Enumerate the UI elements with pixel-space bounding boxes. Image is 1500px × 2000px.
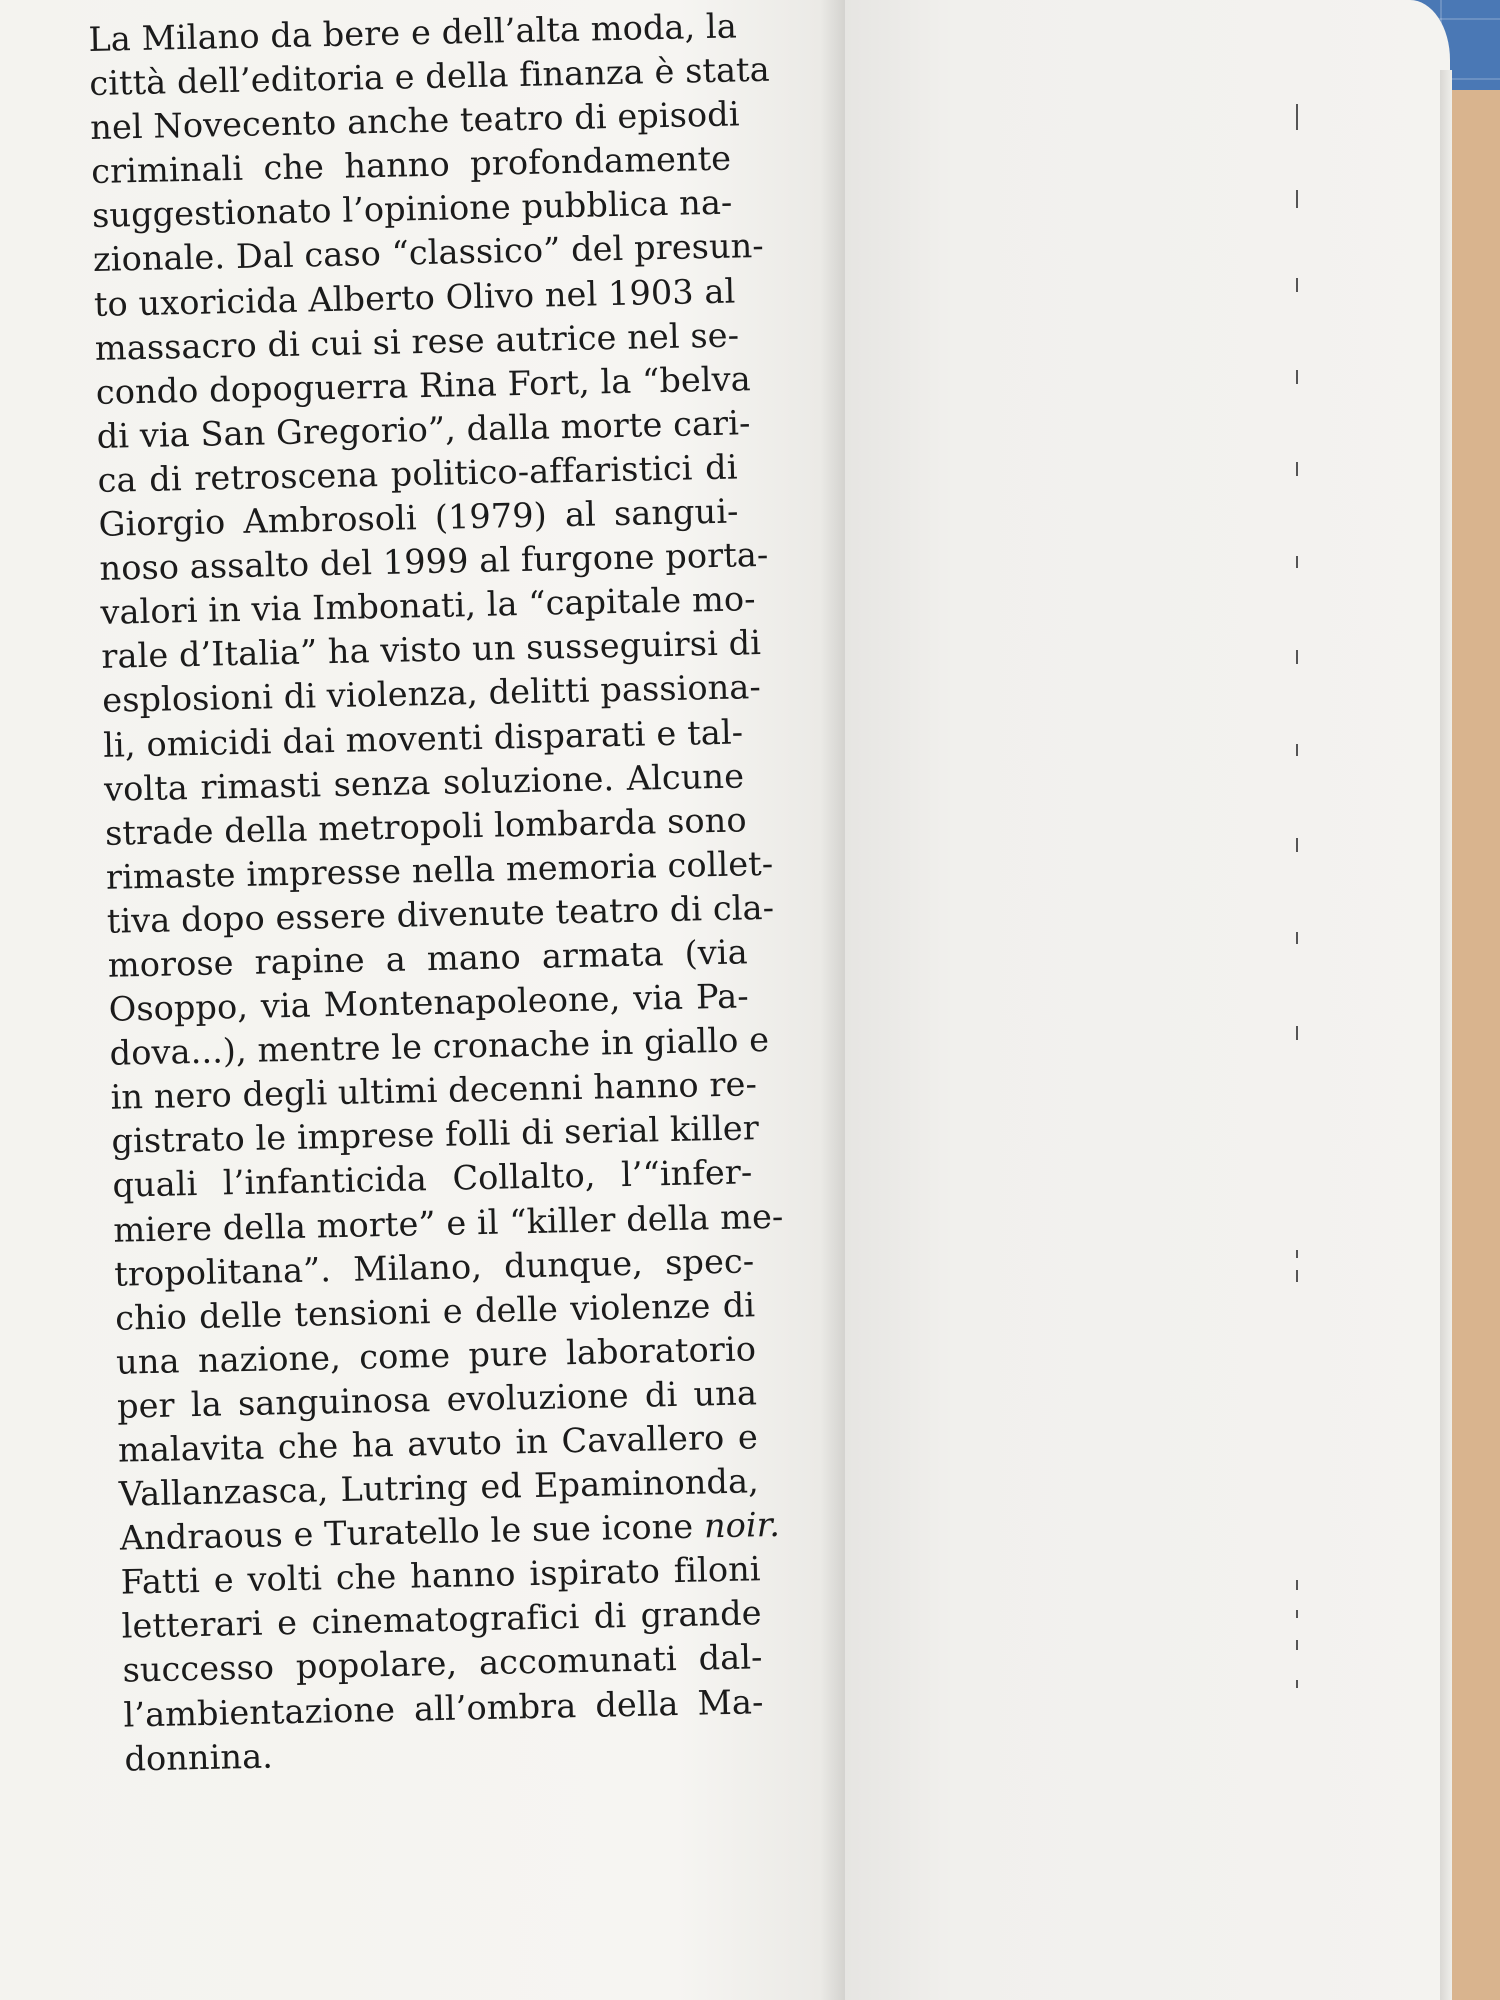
text-line: zionale. Dal caso “classico” del presun- bbox=[92, 226, 765, 280]
text-line: noso assalto del 1999 al furgone porta- bbox=[99, 535, 769, 588]
right-page-blank bbox=[845, 0, 1450, 2000]
text-line: volta rimasti senza soluzione. Alcune bbox=[103, 756, 745, 809]
text-line: Fatti e volti che hanno ispirato filoni bbox=[120, 1549, 762, 1602]
fold-mark bbox=[1296, 1680, 1298, 1688]
text-line: malavita che ha avuto in Cavallero e bbox=[117, 1417, 759, 1470]
text-line: La Milano da bere e dell’alta moda, la bbox=[88, 6, 738, 59]
text-line: tiva dopo essere divenute teatro di cla- bbox=[106, 887, 775, 941]
fold-mark bbox=[1296, 650, 1298, 664]
text-line: Osoppo, via Montenapoleone, via Pa- bbox=[108, 976, 750, 1029]
fold-mark bbox=[1296, 556, 1298, 568]
fold-mark bbox=[1296, 1610, 1298, 1618]
text-line: suggestionato l’opinione pubblica na- bbox=[91, 182, 733, 236]
fold-mark bbox=[1296, 462, 1298, 476]
text-line: letterari e cinematografici di grande bbox=[121, 1593, 762, 1647]
fold-mark bbox=[1296, 278, 1298, 292]
text-line: rale d’Italia” ha visto un susseguirsi di bbox=[100, 623, 762, 677]
fold-mark bbox=[1296, 1270, 1298, 1282]
text-line: tropolitana”. Milano, dunque, spec- bbox=[113, 1240, 755, 1294]
fold-mark bbox=[1296, 1250, 1298, 1258]
text-line: nel Novecento anche teatro di episodi bbox=[89, 94, 740, 148]
text-line-last: donnina. bbox=[124, 1736, 274, 1779]
text-line: città dell’editoria e della finanza è stata bbox=[88, 49, 771, 104]
fold-mark bbox=[1296, 370, 1298, 384]
text-line: condo dopoguerra Rina Fort, la “belva bbox=[95, 358, 752, 412]
text-line: Giorgio Ambrosoli (1979) al sangui- bbox=[98, 491, 739, 544]
fold-mark bbox=[1296, 744, 1298, 756]
fold-mark bbox=[1296, 1580, 1298, 1590]
text-line: morose rapine a mano armata (via bbox=[107, 932, 749, 985]
text-line: gistrato le imprese folli di serial killer bbox=[111, 1108, 760, 1162]
text-line: to uxoricida Alberto Olivo nel 1903 al bbox=[93, 271, 736, 324]
right-page-edge bbox=[1440, 70, 1452, 2000]
italic-word-noir: noir. bbox=[703, 1505, 781, 1546]
text-line: una nazione, come pure laboratorio bbox=[115, 1329, 757, 1382]
text-line-segment: Andraous e Turatello le sue icone bbox=[119, 1506, 694, 1558]
fold-mark bbox=[1296, 838, 1298, 852]
text-line: di via San Gregorio”, dalla morte cari- bbox=[96, 403, 751, 456]
fold-mark bbox=[1296, 190, 1298, 208]
text-line: quali l’infanticida Collalto, l’“infer- bbox=[112, 1152, 753, 1206]
text-line: per la sanguinosa evoluzione di una bbox=[116, 1373, 758, 1426]
text-line: dova...), mentre le cronache in giallo e bbox=[109, 1020, 770, 1073]
text-line: in nero degli ultimi decenni hanno re- bbox=[110, 1064, 758, 1118]
text-line: valori in via Imbonati, la “capitale mo- bbox=[100, 579, 756, 633]
text-line: criminali che hanno profondamente bbox=[90, 138, 732, 192]
text-line: ca di retroscena politico-affaristici di bbox=[97, 447, 738, 500]
text-line: miere della morte” e il “killer della me- bbox=[112, 1196, 784, 1250]
fold-mark bbox=[1296, 1026, 1298, 1040]
fold-mark bbox=[1296, 1640, 1298, 1650]
text-line: esplosioni di violenza, delitti passiona- bbox=[101, 667, 762, 721]
fold-mark bbox=[1296, 104, 1298, 130]
text-line: chio delle tensioni e delle violenze di bbox=[114, 1285, 756, 1338]
text-line: Vallanzasca, Lutring ed Epaminonda, bbox=[118, 1461, 760, 1514]
text-line: li, omicidi dai moventi disparati e tal- bbox=[102, 711, 744, 765]
text-line: strade della metropoli lombarda sono bbox=[104, 800, 747, 853]
blurb-text bbox=[88, 5, 784, 1782]
text-line: rimaste impresse nella memoria collet- bbox=[105, 843, 774, 897]
text-line: l’ambientazione all’ombra della Ma- bbox=[123, 1681, 764, 1735]
fold-mark bbox=[1296, 932, 1298, 944]
text-line: successo popolare, accomunati dal- bbox=[122, 1637, 763, 1691]
text-line: massacro di cui si rese autrice nel se- bbox=[94, 315, 740, 368]
